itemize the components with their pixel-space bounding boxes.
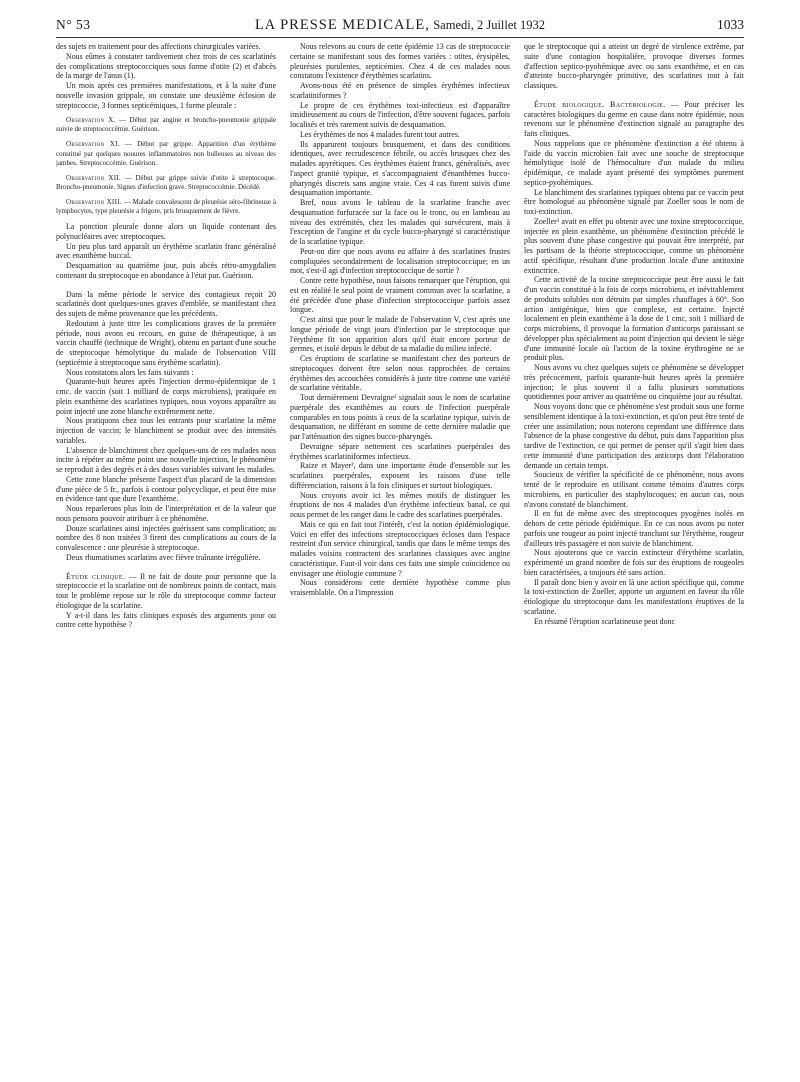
paragraph-text: Deux rhumatismes scarlatins avec fièvre traînante irrégulière. [66,552,261,562]
body-paragraph [524,470,744,509]
body-paragraph [524,548,744,577]
paragraph-text: Douze scarlatines ainsi injectées guérissent sans complication; au nombre des 8 non traitées 3 firent des complications au cours de la convalescence : une pleurésie à streptocoque. [56,523,276,553]
body-paragraph [290,130,510,140]
run-in-heading: Étude biologique. Bactériologie. [534,99,666,109]
body-paragraph [56,319,276,368]
paragraph-text: Il paraît donc bien y avoir en là une action spécifique qui, comme la toxi-extinction de Zoeller, apporte un argument en faveur du rôle étiologique du streptocoque dans les manifestations éruptives de la scarlatine. [524,577,744,616]
body-paragraph [290,101,510,130]
body-paragraph [56,524,276,553]
paragraph-text: Dans la même période le service des contagieux reçoit 20 scarlatinés dont quelques-unes graves d'emblée, se manifestant chez des sujets de même provenance que les précédents. [56,289,276,319]
paragraph-text: En résumé l'éruption scarlatineuse peut donc [534,616,675,626]
body-paragraph [290,354,510,393]
run-in-heading: Observation XI. [66,140,120,149]
run-in-heading: Observation XII. [66,173,122,182]
paragraph-text: Nous ajouterons que ce vaccin extincteur d'érythème scarlatin, expérimenté un grand nombre de fois sur des éruptions de rougeoles bien caractérisées, a toujours été sans action. [524,548,744,577]
body-paragraph [524,617,744,627]
text-columns [56,42,744,1072]
paragraph-text: Nous voyons donc que ce phénomène s'est produit sous une forme sensiblement identique à la toxi-extinction, et qu'on peut être tenté de créer une assimilation; nous noterons cependant une différence dans l'absence de la phase congestive du début, puis dans l'apparition plus tardive de l'extinction, ce qui permet de penser qu'il s'agit bien dans cette immunité d'une participation des anticorps dont l'élaboration demande un certain temps. [524,402,744,470]
paragraph-text: La ponction pleurale donne alors un liquide contenant des polynucléaires avec streptocoques. [56,222,276,241]
body-paragraph [290,315,510,354]
body-paragraph [524,402,744,470]
paragraph-text: Avons-nous été en présence de simples érythèmes infectieux scarlatiniformes ? [290,81,510,100]
paragraph-text: Nous constatons alors les faits suivants : [66,367,194,377]
paragraph-text: Nous pratiquons chez tous les entrants pour scarlatine la même injection de vaccin; le blanchiment se produit avec des intensités variables. [56,416,276,445]
page-number: 1033 [717,17,744,32]
paragraph-text: Redoutant à juste titre les complications graves de la première période, nous avons eu recours, en guise de thérapeutique, à un vaccin chauffé (technique de Wright), obtenu en partant d'une souche de streptocoque hémolytique du malade de l'observation VIII (septicémie à streptocoque sans érythème scarlatin). [56,318,276,367]
body-paragraph [56,553,276,563]
paragraph-text: — Début par grippe. Apparition d'un érythème constitué par quelques nouures inflammatoires non bulleuses au niveau des jambes. Streptococcémie. Guérison. [56,140,276,167]
paragraph-text: Le propre de ces érythèmes toxi-infectieux est d'apparaître insidieusement au cours de l'infection, d'être souvent fugaces, parfois localisés et très rarement suivis de desquamation. [290,100,510,129]
observation-paragraph [56,116,276,134]
paragraph-text: Soucieux de vérifier la spécificité de ce phénomène, nous avons tenté de le reproduire en utilisant comme témoins d'autres corps microbiens, en particulier des staphylocoques; en aucun cas, nous n'avons constaté de blanchiment. [524,470,744,509]
body-paragraph [290,491,510,520]
body-paragraph [290,393,510,442]
issue-number: N° 53 [56,17,91,32]
column-left [56,42,276,1072]
paragraph-text: — Il ne fait de doute pour personne que la streptococcie et la scarlatine ont de nombreux points de contact, mais tout le problème repose sur le rôle du streptocoque comme facteur étiologique de la scarlatine. [56,571,276,610]
paragraph-text: Zoeller³ avait en effet pu obtenir avec une toxine streptococcique, injectée en plein exanthème, un phénomène d'extinction précédé le plus souvent d'une phase congestive qui pouvait être interprété, par les partisans de la théorie streptococcique, comme un phénomène actif spécifique, résultant d'une production locale d'une antitoxine extinctrice. [524,216,744,275]
paragraph-text: — Pour préciser les caractères biologiques du germe en cause dans notre épidémie, nous revenons sur le phénomène d'extinction signalé au paragraphe des faits cliniques. [524,99,744,138]
run-in-heading: Observation XIII. [66,197,122,206]
body-paragraph [290,81,510,101]
paragraph-text: Le blanchiment des scarlatines typiques obtenu par ce vaccin peut être homologué au phénomène signalé par Zoeller sous le nom de toxi-extinction. [524,187,744,216]
paragraph-text: Ils apparurent toujours brusquement, et dans des conditions identiques, avec recrudescence fébrile, ou accès brusques chez des malades apyrétiques. Ces érythèmes étaient francs, généralisés, avec l'aspect granité typique, et s'accompagnaient d'énanthèmes bucco-pharyngés discrets sans angine vraie. Ces 4 cas furent suivis d'une desquamation importante. [290,139,510,198]
paragraph-text: Mais ce qui en fait tout l'intérêt, c'est la notion épidémiologique. Voici en effet des infections streptococciques écloses dans l'espace restreint d'un service chirurgical, tandis que dans le même temps des malades voisins contractent des scarlatines classiques avec angine caractéristique. Faut-il voir dans ces faits une simple coïncidence ou envisager une étiologie commune ? [290,519,510,578]
run-in-heading: Étude clinique. [66,571,126,581]
body-paragraph [56,222,276,242]
paragraph-text: — Début par angine et broncho-pneumonie grippale suivie de streptococcémie. Guérison. [56,116,276,134]
body-paragraph [524,363,744,402]
header-center [56,14,744,36]
paragraph-text: Nous eûmes à constater tardivement chez trois de ces scarlatinés des complications streptococciques sous forme d'otite (2) et d'abcès de la marge de l'anus (1). [56,51,276,81]
paragraph-text: L'absence de blanchiment chez quelques-uns de ces malades nous incite à répéter au même point une nouvelle injection, le phénomène se reproduit à des degrés et à des doses variables suivant les malades. [56,445,276,475]
paragraph-text: Nous croyons avoir ici les mêmes motifs de distinguer les éruptions de nos 4 malades d'un érythème infectieux banal, ce qui nous permet de les ranger dans le cadre des scarlatines puerpérales. [290,490,510,519]
body-paragraph [290,198,510,247]
paragraph-text: des sujets en traitement pour des affections chirurgicales variées. [56,42,261,51]
paragraph-text: Les érythèmes de nos 4 malades furent tout autres. [300,129,460,139]
body-paragraph [290,276,510,315]
body-paragraph [524,217,744,276]
body-paragraph [56,81,276,110]
observation-paragraph [56,140,276,167]
observation-paragraph [56,174,276,192]
body-paragraph [56,242,276,262]
paragraph-text: que le streptocoque qui a atteint un degré de virulence extrême, par suite d'une contagion hospitalière, provoque diverses formes d'affection septico-pyohémique avec ou sans exanthème, et en cas d'atteinte bucco-pharyngée primitive, des scarlatines tout à fait classiques. [524,42,744,90]
body-paragraph [290,140,510,199]
paragraph-text: Nous rappelons que ce phénomène d'extinction a été obtenu à l'aide du vaccin microbien fait avec une souche de streptocoque hémolytique isolé de l'hémoculture d'un malade du milieu épidémique, ce malade ayant présenté des symptômes purement septico-pyohémiques. [524,138,744,187]
paragraph-text: Nous relevons au cours de cette épidémie 13 cas de streptococcie certaine se manifestant sous des formes variées : otites, érysipèles, pleurésies purulentes, septicémies. Chez 4 de ces malades nous constatons l'existence d'érythèmes scarlatins. [290,42,510,81]
body-paragraph [56,52,276,81]
paragraph-text: Desquamation au quatrième jour, puis abcès rétro-amygdalien contenant du streptocoque en abondance à l'état pur. Guérison. [56,261,276,280]
paragraph-text: Un mois après ces premières manifestations, et à la suite d'une nouvelle invasion grippale, on constate une deuxième éclosion de streptococcie, 3 formes septicémiques, 1 forme pleurale : [56,81,276,110]
paragraph-text: Nous reparlerons plus loin de l'interprétation et de la valeur que nous pensons pouvoir attribuer à ce phénomène. [56,504,276,523]
body-paragraph [524,509,744,548]
paragraph-text: Cette zone blanche présente l'aspect d'un placard de la dimension d'une pièce de 5 fr., parfois à contour polycyclique, et peut être mise en évidence tant que dure l'exanthème. [56,474,276,504]
paragraph-text: Raize et Mayer², dans une importante étude d'ensemble sur les scarlatines puerpérales, exposent les raisons d'une telle différenciation, raisons à la fois cliniques et surtout biologiques. [290,461,510,490]
paragraph-text: Y a-t-il dans les faits cliniques exposés des arguments pour ou contre cette hypothèse ? [56,610,276,630]
paragraph-text: Quarante-huit heures après l'injection dermo-épidermique de 1 cmc. de vaccin (soit 1 milliard de corps microbiens), pratiquée en plein exanthème des scarlatines typiques, nous voyons apparaître au point injecté une zone blanche extrêmement nette. [56,377,276,416]
header-rule [56,37,744,38]
body-paragraph [56,416,276,445]
body-paragraph [524,578,744,617]
observation-paragraph [56,198,276,216]
issue-date: Samedi, 2 Juillet 1932 [433,18,546,32]
body-paragraph [56,368,276,378]
column-right [524,42,744,1072]
column-middle [290,42,510,1072]
paragraph-text: Nous considérons cette dernière hypothèse comme plus vraisemblable. On a l'impression [290,578,510,597]
body-paragraph [524,188,744,217]
body-paragraph [56,446,276,475]
section-paragraph [56,290,276,319]
section-paragraph [524,100,744,139]
body-paragraph [56,377,276,416]
body-paragraph [56,261,276,281]
paragraph-text: Nous avons vu chez quelques sujets ce phénomène se développer très précocement, parfois quarante-huit heures après la première injection; le plus souvent il a fallu plusieurs sommations quotidiennes pour arriver au quatrième ou cinquième jour au résultat. [524,363,744,402]
body-paragraph [290,520,510,579]
body-paragraph [290,461,510,490]
paragraph-text: Contre cette hypothèse, nous faisons remarquer que l'éruption, qui est en réalité le seul point de vraiment commun avec la scarlatine, a été précédée d'une phase d'infection streptococcique parfois assez longue. [290,276,510,315]
section-paragraph [56,572,276,611]
paragraph-text: Peut-on dire que nous avons eu affaire à des scarlatines frustes compliquées secondairement de localisation streptococcique; en un mot, s'est-il agi d'infection streptococcique de sortie ? [290,246,510,276]
paragraph-text: Cette activité de la toxine streptococcique peut être aussi le fait d'un vaccin constitué à la fois de corps microbiens, et inévitablement de produits solubles non détruits par simples chauffages à 60°. Son action antigénique, bien que complexe, est certaine. Injecté localement en plein exanthème à la dose de 1 cmc, soit 1 milliard de corps microbiens, il provoque la formation d'anticorps paraissant se développer plus spécialement au point d'injection qui devient le siège d'une immunité locale où l'action de la toxine érythrogène ne se produit plus. [524,275,744,363]
paragraph-text: Bref, nous avons le tableau de la scarlatine franche avec desquamation furfuracée sur la face ou le tronc, ou en lambeau au niveau des extrémités, chez les malades qui survécurent, mais à l'exception de l'angine et du cycle bucco-pharyngé si caractéristique de la scarlatine typique. [290,198,510,246]
body-paragraph [56,611,276,631]
body-paragraph [290,442,510,462]
body-paragraph [290,42,510,81]
body-paragraph [290,578,510,598]
journal-title: LA PRESSE MEDICALE, [254,17,430,33]
body-paragraph [56,504,276,524]
continued-paragraph [524,42,744,91]
run-in-heading: Observation X. [66,116,116,125]
paragraph-text: Tout dernièrement Devraigne¹ signalait sous le nom de scarlatine puerpérale des exanthèmes au cours de l'infection puerpérale comparables en tous points à ceux de la scarlatine typique, suivis de desquamation, ne différant en somme de cette dernière maladie que par l'atténuation des signes bucco-pharyngés. [290,393,510,441]
continued-paragraph [56,42,276,52]
paragraph-text: Ces éruptions de scarlatine se manifestant chez des porteurs de streptocoques doivent être selon nous rapprochées de certains érythèmes des accouchées considérés à juste titre comme une variété de scarlatine véritable. [290,354,510,393]
paragraph-text: Devraigne sépare nettement ces scarlatines puerpérales des érythèmes scarlatiniformes infectieux. [290,441,510,461]
body-paragraph [56,475,276,504]
paragraph-text: Un peu plus tard apparaît un érythème scarlatin franc généralisé avec enanthème buccal. [56,241,276,261]
paragraph-text: Il en fut de même avec des streptocoques pyogènes isolés en dehors de cette période épidémique. En ce cas nous avons pu noter parfois une rougeur au point injecté tranchant sur l'érythème, rougeur d'ailleurs très passagère et non suivie de blanchiment. [524,509,744,548]
paragraph-text: C'est ainsi que pour le malade de l'observation V, c'est après une longue période de vingt jours d'infection par le streptocoque que l'érythème fit son apparition alors qu'il était encore porteur de germes, et isolé depuis le début de sa maladie du milieu infecté. [290,315,510,354]
body-paragraph [290,247,510,276]
paragraph-text: — Malade convalescent de pleurésie séro-fibrineuse à lymphocytes, type pleurésie a frigore, pris brusquement de fièvre. [56,197,276,215]
body-paragraph [524,275,744,363]
paragraph-text: — Début par grippe suivie d'otite à streptocoque. Broncho-pneumonie. Signes d'infection grave. Streptococcémie. Décédé. [56,173,276,191]
body-paragraph [524,139,744,188]
page-header [56,14,744,36]
